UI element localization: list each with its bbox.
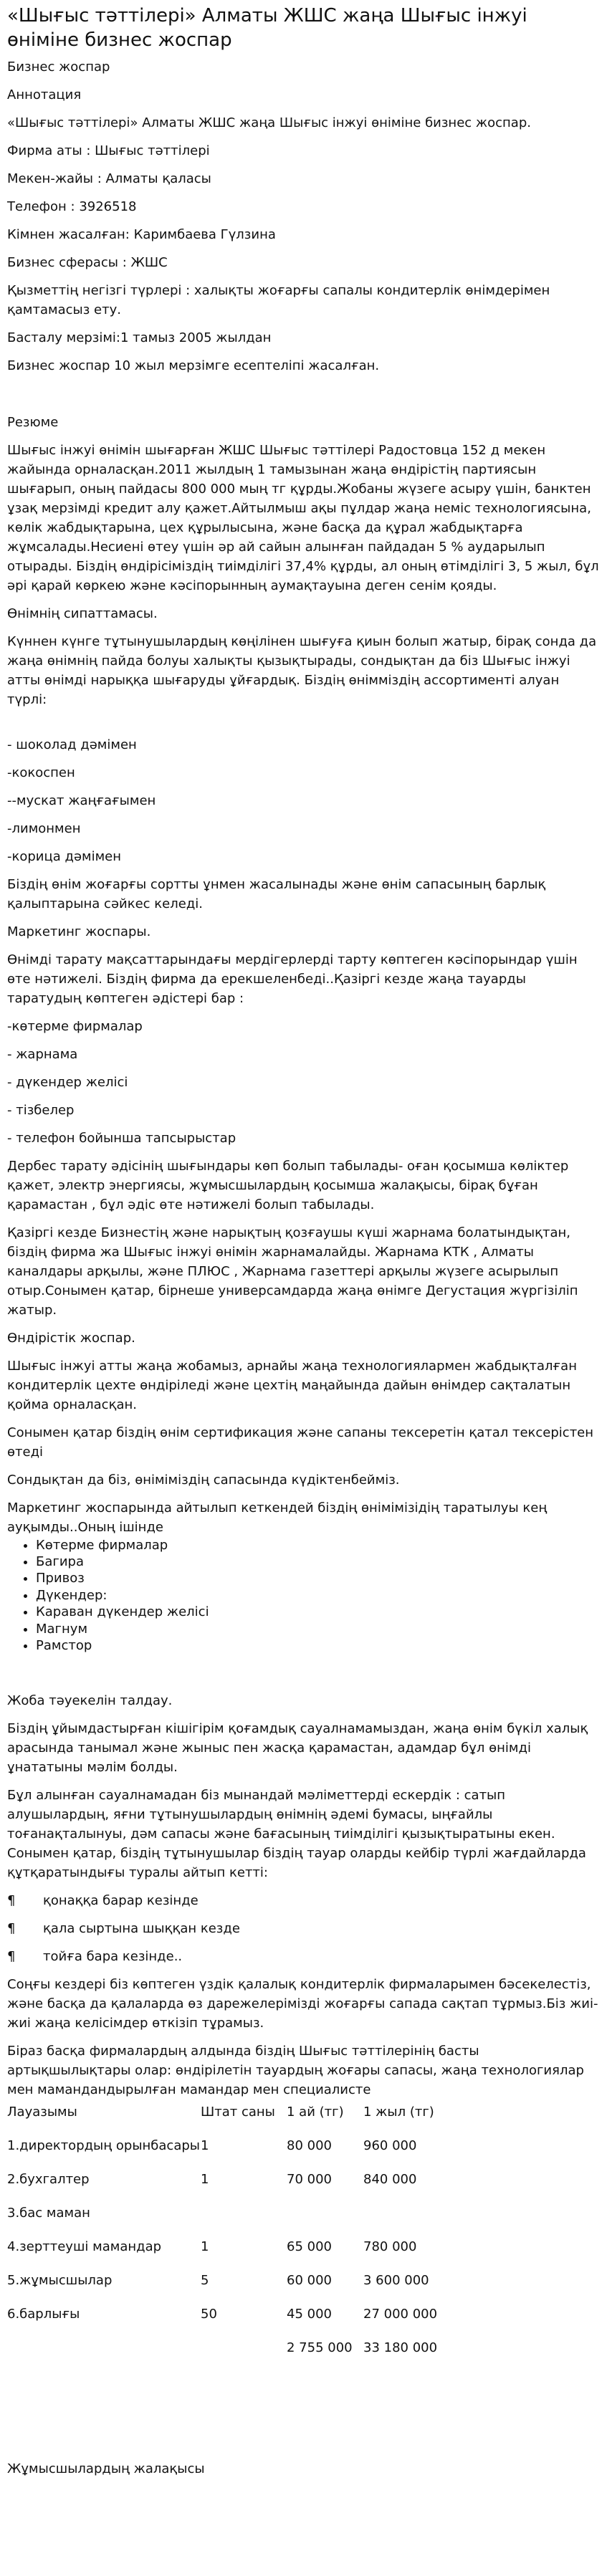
table-cell: 60 000 [287,2273,332,2289]
table-row [7,2170,485,2203]
quality-paragraph: Біздің өнім жоғарғы сортты ұнмен жасалынады және өнім сапасының барлық қалыптарына сәйкес келеді. [7,876,546,911]
direct-distribution-paragraph: Дербес тарату әдісінің шығындары көп болып табылады- оған қосымша көліктер қажет, электр энергиясы, жұмысшылардың қосымша жалақысы, бірақ бұған қарамастан , бұл әдіс өте нәтижелі болып табылады. [7,1158,569,1212]
table-cell: 4.зерттеуші мамандар [7,2239,162,2255]
table-totals-row [7,2338,485,2372]
spacer [7,1662,600,1691]
table-row [7,2203,485,2237]
intro-line: Фирма аты : Шығыс тәттілері [7,143,210,158]
spacer [7,2380,600,2459]
table-cell [201,2338,287,2372]
table-cell: 80 000 [287,2138,332,2154]
intro-section [7,57,600,375]
intro-line: Мекен-жайы : Алматы қаласы [7,171,211,186]
intro-line: Аннотация [7,87,82,102]
distribution-item: • Көтерме фирмалар [36,1537,600,1553]
certification-paragraph: Сонымен қатар біздің өнім сертификация және сапаны тексеретін қатал тексерістен өтеді [7,1425,594,1460]
table-cell: 1 [201,2172,209,2188]
assortment-list [7,735,600,866]
table-total-month: 2 755 000 [287,2340,353,2356]
distribution-list [7,1537,600,1655]
table-cell: 45 000 [287,2307,332,2322]
production-heading: Өндірістік жоспар. [7,1330,135,1346]
confidence-paragraph: Сондықтан да біз, өніміміздің сапасында күдіктенбейміз. [7,1472,400,1488]
table-cell: 70 000 [287,2172,332,2188]
table-cell [363,2203,485,2237]
pilcrow-icon: ¶ [7,1921,16,1937]
table-cell: 5 [201,2273,209,2289]
table-cell: 840 000 [363,2172,417,2188]
table-cell: 1.директордың орынбасары [7,2138,200,2154]
table-header: Штат саны [201,2105,275,2120]
intro-line: Қызметтің негізгі түрлері : халықты жоғарғы сапалы кондитерлік өнімдерімен қамтамасыз ету. [7,282,550,317]
survey-paragraph: Біздің ұйымдастырған кішігірім қоғамдық сауалнамамыздан, жаңа өнім бүкіл халық арасында танымал және жыныс пен жасқа қарамастан, адамдар бұл өнімді ұнататыны мәлім болды. [7,1721,588,1776]
table-cell: 3 600 000 [363,2273,429,2289]
table-cell [7,2338,201,2372]
method-item: - дүкендер желісі [7,1074,128,1090]
method-item: - тізбелер [7,1102,75,1118]
table-cell: 50 [201,2307,217,2322]
assortment-item: - шоколад дәмімен [7,737,137,752]
table-cell: 3.бас маман [7,2206,90,2221]
assortment-item: --мускат жаңғағымен [7,793,156,808]
table-row [7,2304,485,2338]
distribution-methods-list [7,1017,600,1148]
situation-item [7,1947,600,1966]
salaries-heading: Жұмысшылардың жалақысы [7,2461,205,2477]
assortment-item: -лимонмен [7,820,81,836]
production-paragraph: Шығыс інжуі атты жаңа жобамыз, арнайы жаңа технологиялармен жабдықталған кондитерлік цехте өндіріледі және цехтің маңайында дайын өнімдер сақталатын қойма орналасқан. [7,1358,577,1412]
table-cell: 780 000 [363,2239,417,2255]
method-item: - жарнама [7,1046,78,1062]
table-cell: 960 000 [363,2138,417,2154]
distribution-item: • Рамстор [36,1637,600,1654]
distribution-item: • Дүкендер: [36,1587,600,1604]
situation-item [7,1891,600,1910]
product-description-heading: Өнімнің сипаттамасы. [7,605,158,621]
situation-item [7,1919,600,1938]
spacer [7,384,600,413]
intro-line: Бизнес жоспар [7,59,110,75]
table-cell: 1 [201,2138,209,2154]
intro-line: Телефон : 3926518 [7,198,137,214]
pilcrow-icon: ¶ [7,1893,16,1909]
distribution-intro-paragraph: Маркетинг жоспарында айтылып кеткендей біздің өнімімізідің таратылуы кең ауқымды..Оның ішінде [7,1500,548,1535]
document-title: «Шығыс тәттілері» Алматы ЖШС жаңа Шығыс інжуі өніміне бизнес жоспар [7,5,527,51]
method-item: -көтерме фирмалар [7,1018,143,1034]
situations-list [7,1891,600,1966]
table-header: 1 жыл (тг) [363,2105,434,2120]
table-header: Лауазымы [7,2105,77,2120]
marketing-heading: Маркетинг жоспары. [7,924,151,939]
situation-text: қала сыртына шыққан кезде [43,1921,240,1937]
resume-paragraph: Шығыс інжуі өнімін шығарған ЖШС Шығыс тәттілері Радостовца 152 д мекен жайында орналасқан.2011 жылдың 1 тамызынан жаңа өндірістің партиясын шығарып, оның пайдасы 800 000 мың тг құрды.Жобаны жүзеге асыру үшін, банктен ұзақ мерзімді кредит алу қажет.Айтылмыш ақы пұлдар жаңа неміс технологиясына, көлік жабдықтарына, цех құрылысына, және басқа да құрал жабдықтарға жұмсалады.Несиені өтеу үшін әр ай сайын алынған пайдадан 5 % аударылып отырады. Біздің өндірісіміздің тиімділігі 37,4% құрды, ал оның өтімділігі 3, 5 жыл, бұл әрі қарай көркею және кәсіпорынның аумақтауына деген сенім қояды. [7,442,599,593]
table-total-year: 33 180 000 [363,2340,438,2356]
table-row [7,2136,485,2170]
survey-results-paragraph: Бұл алынған сауалнамадан біз мынандай мәліметтерді ескердік : сатып алушылардың, яғни тұтынушылардың өнімнің әдемі бумасы, ыңғайлы тоғанақталынуы, дәм сапасы және бағасының тиімділігі қызықтыратыны екен. Сонымен қатар, біздің тұтынушылар біздің тауар оларды кейбір түрлі жағдайларда құтқаратындығы туралы айтып кетті: [7,1788,586,1881]
table-cell: 6.барлығы [7,2307,80,2322]
product-description-paragraph: Күннен күнге тұтынушылардың көңілінен шығуға қиын болып жатыр, бірақ сонда да жаңа өнімнің пайда болуы халықты қызықтырады, сондықтан да біз Шығыс інжуі атты өнімді нарыққа шығаруды ұйғардық. Біздің өнімміздің ассортименті алуан түрлі: [7,633,597,707]
table-row [7,2271,485,2304]
table-row [7,2237,485,2271]
assortment-item: -корица дәмімен [7,848,122,864]
table-cell: 5.жұмысшылар [7,2273,113,2289]
distribution-item: • Караван дүкендер желісі [36,1604,600,1620]
table-header-row [7,2102,485,2136]
salary-table [7,2102,485,2372]
advantages-paragraph: Біраз басқа фирмалардың алдында біздің Шығыс тәттілерінің басты артықшылықтары олар: өндірілетін тауардың жоғары сапасы, жаңа технологиялар мен мамандандырылған мамандар мен специалисте [7,2044,584,2098]
table-header: 1 ай (тг) [287,2105,344,2120]
intro-line: «Шығыс тәттілері» Алматы ЖШС жаңа Шығыс інжуі өніміне бизнес жоспар. [7,115,531,130]
intro-line: Кімнен жасалған: Каримбаева Гүлзина [7,226,276,242]
advertising-paragraph: Қазіргі кезде Бизнестің және нарықтың қозғаушы күші жарнама болатындықтан, біздің фирма жа Шығыс інжуі өнімін жарнамалайды. Жарнама КТК , Алматы каналдары арқылы, және ПЛЮС , Жарнама газеттері арқылы жүзеге асырылып отыр.Сонымен қатар, бірнеше универсамдарда жаңа өнімге Дегустация жүргізіліп жатыр. [7,1225,578,1318]
distribution-item: • Багира [36,1553,600,1570]
resume-heading: Резюме [7,414,59,430]
marketing-paragraph: Өнімді тарату мақсаттарындағы мердігерлерді тарту көптеген кәсіпорындар үшін өте нәтижелі. Біздің фирма да ерекшеленбеді..Қазіргі кезде жаңа тауарды таратудың көптеген әдістері бар : [7,952,578,1006]
table-cell: 1 [201,2239,209,2255]
assortment-item: -кокоспен [7,765,75,780]
distribution-item: • Магнум [36,1621,600,1637]
table-cell: 27 000 000 [363,2307,438,2322]
table-cell: 65 000 [287,2239,332,2255]
intro-line: Басталу мерзімі:1 тамыз 2005 жылдан [7,330,272,345]
situation-text: тойға бара кезінде.. [43,1949,183,1965]
intro-line: Бизнес жоспар 10 жыл мерзімге есептеліпі жасалған. [7,358,380,373]
pilcrow-icon: ¶ [7,1949,16,1965]
table-cell [287,2203,363,2237]
spacer [7,718,600,735]
intro-line: Бизнес сферасы : ЖШС [7,254,168,270]
table-cell [201,2203,287,2237]
risk-heading: Жоба тәуекелін талдау. [7,1693,173,1709]
method-item: - телефон бойынша тапсырыстар [7,1130,236,1146]
competition-paragraph: Соңғы кездері біз көптеген үздік қалалық кондитерлік фирмаларымен бәсекелестіз, және басқа да қалаларда өз дарежелерімізді жоғарғы сапада сақтап тұрмыз.Біз жиі-жиі жаңа келісімдер өткізіп тұрамыз. [7,1977,598,2031]
situation-text: қонаққа барар кезінде [43,1893,199,1909]
distribution-item: • Привоз [36,1570,600,1586]
table-cell: 2.бухгалтер [7,2172,90,2188]
